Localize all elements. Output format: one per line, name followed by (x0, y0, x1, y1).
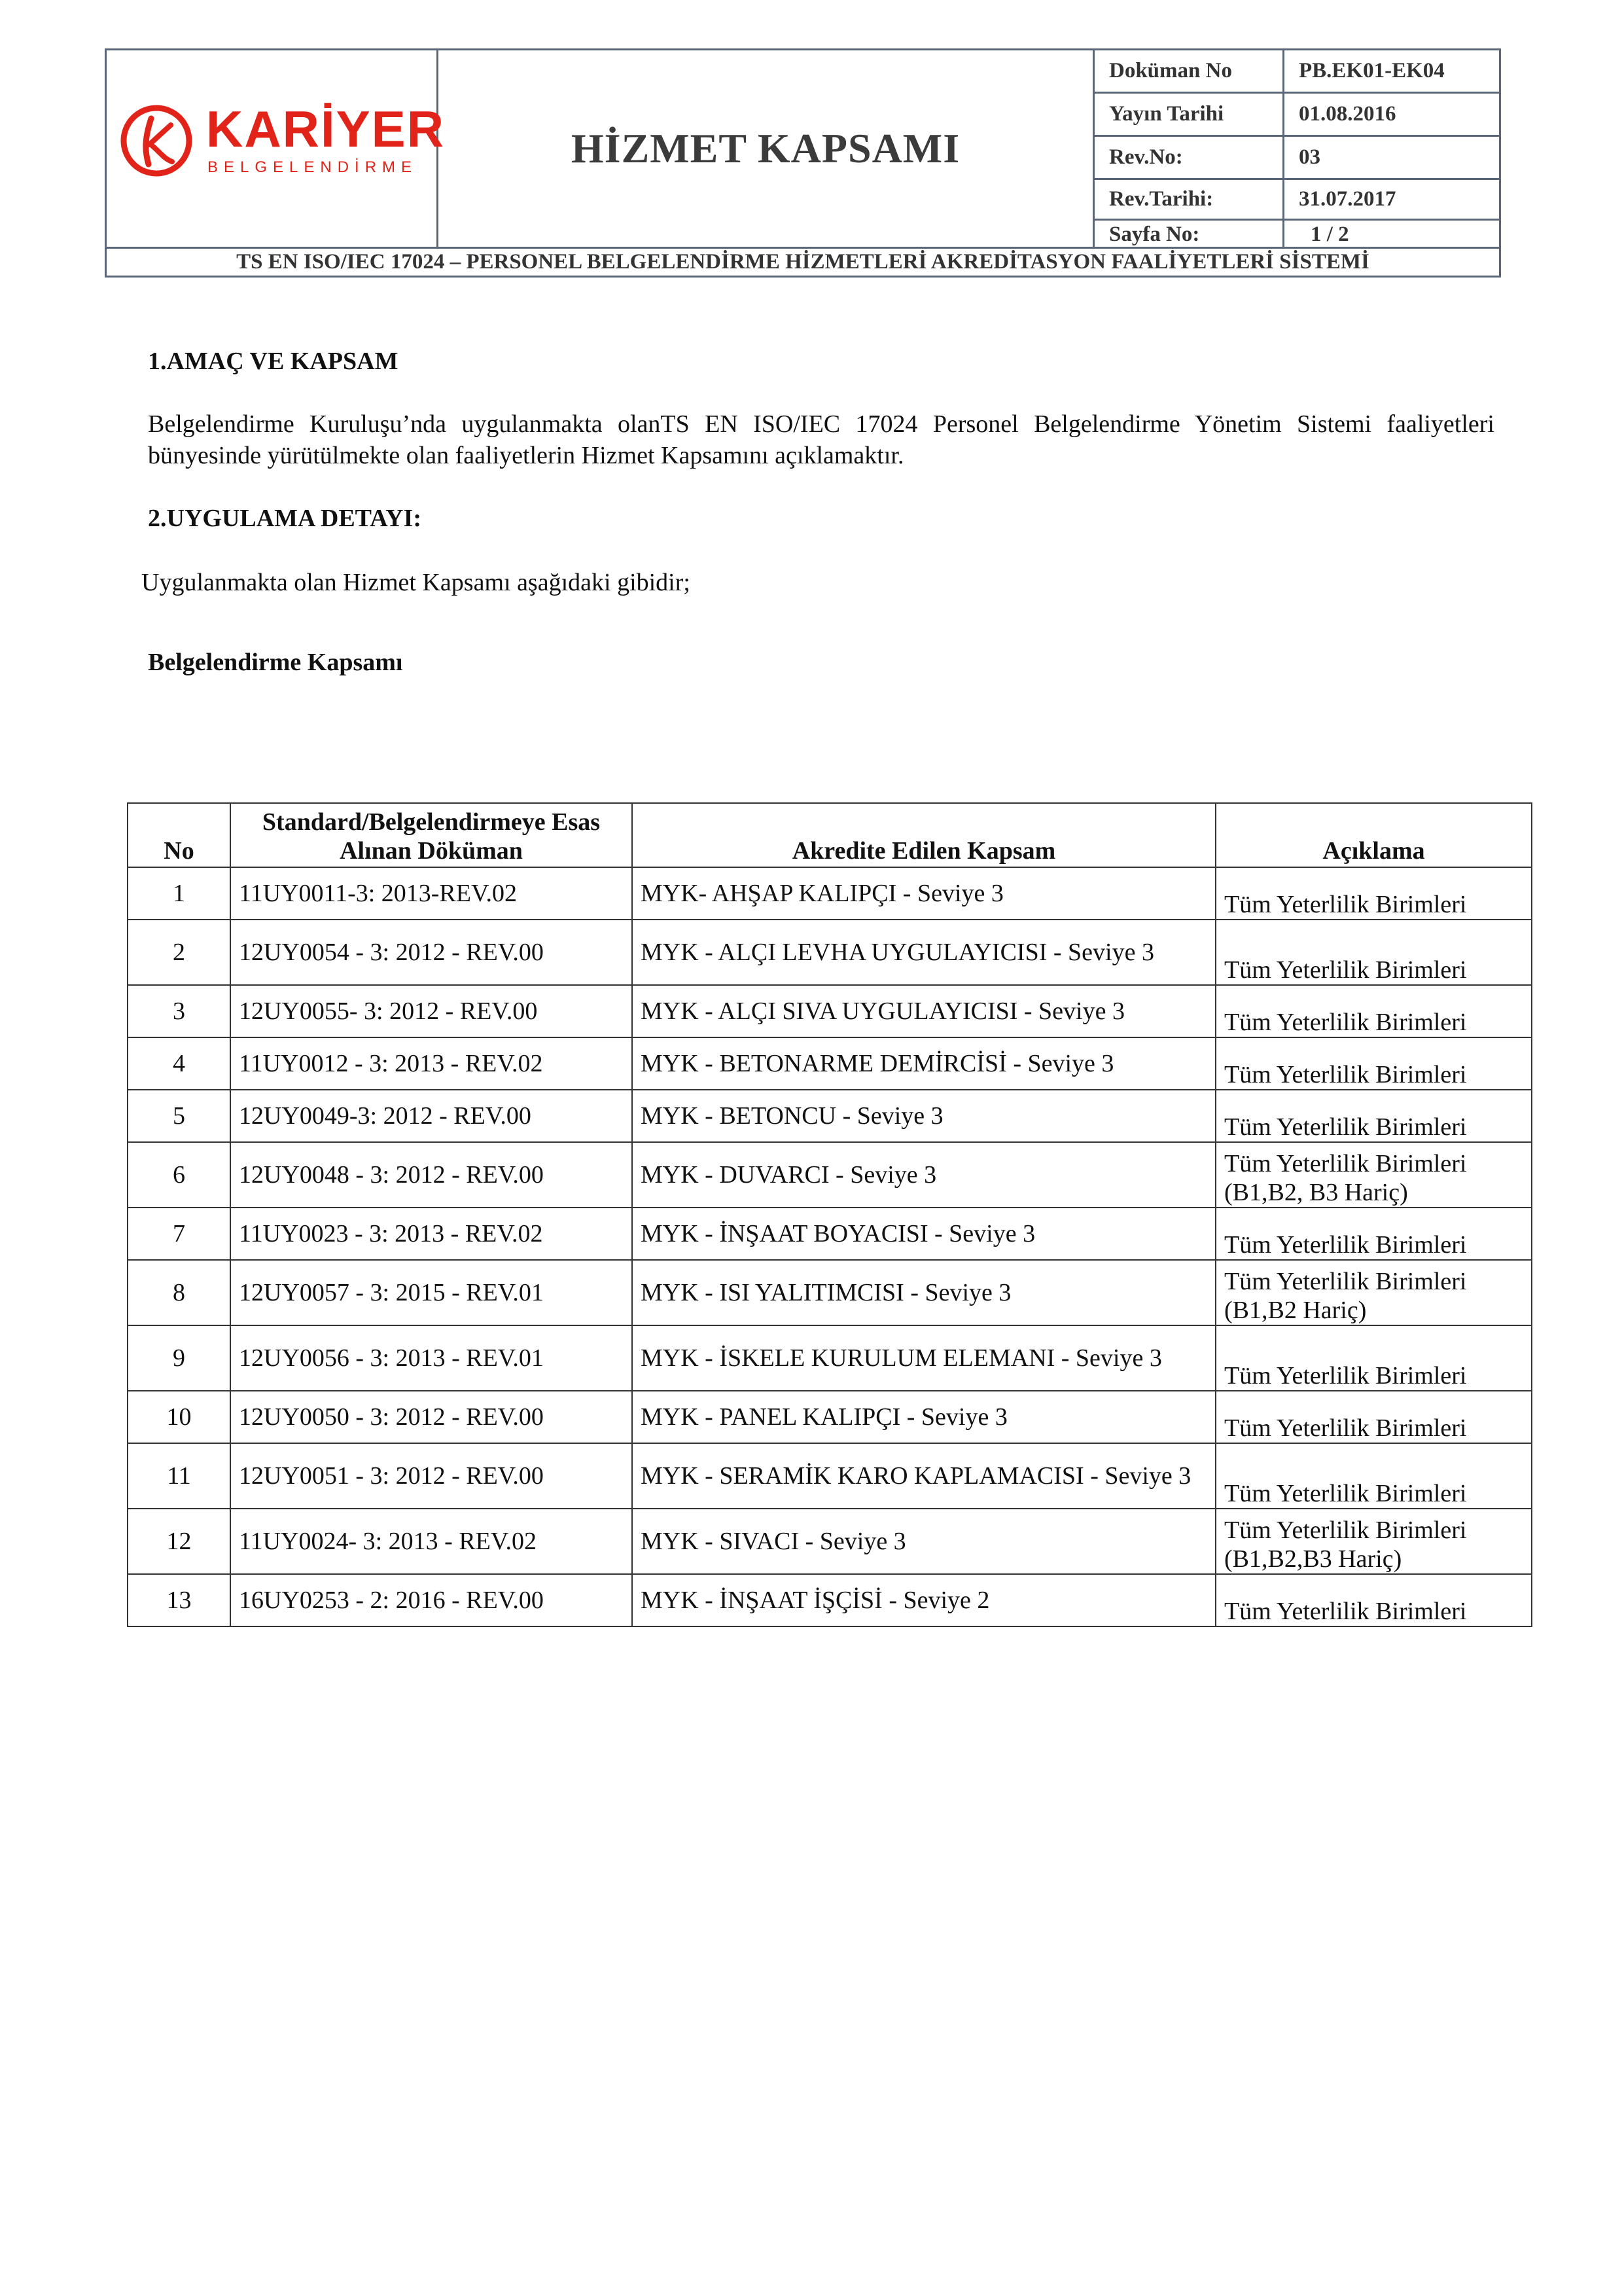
table-row (128, 1090, 1532, 1142)
document-meta-table (1095, 50, 1501, 247)
cell-note: Tüm Yeterlilik Birimleri (1216, 1443, 1532, 1509)
meta-row-page-no (1095, 221, 1501, 247)
col-header-document-line1: Standard/Belgelendirmeye Esas (262, 808, 601, 836)
table-header-row (128, 803, 1532, 867)
meta-row-doc-no (1095, 50, 1501, 94)
cell-note: Tüm Yeterlilik Birimleri (1216, 1325, 1532, 1391)
cell-document: 11UY0012 - 3: 2013 - REV.02 (230, 1037, 632, 1090)
title-cell (438, 50, 1095, 247)
company-logo (118, 99, 446, 187)
meta-value: 01.08.2016 (1299, 102, 1396, 126)
cell-note: Tüm Yeterlilik Birimleri (1216, 985, 1532, 1037)
table-row (128, 1443, 1532, 1509)
cell-document: 12UY0049-3: 2012 - REV.00 (230, 1090, 632, 1142)
meta-key: Sayfa No: (1095, 221, 1284, 247)
cell-scope: MYK - İSKELE KURULUM ELEMANI - Seviye 3 (632, 1325, 1216, 1391)
cell-note: Tüm Yeterlilik Birimleri (1216, 1391, 1532, 1443)
table-row (128, 985, 1532, 1037)
cell-document: 12UY0051 - 3: 2012 - REV.00 (230, 1443, 632, 1509)
meta-value: 1 / 2 (1311, 223, 1349, 246)
cell-scope: MYK - SERAMİK KARO KAPLAMACISI - Seviye 3 (632, 1443, 1216, 1509)
cell-no: 6 (128, 1142, 230, 1208)
cell-note: Tüm Yeterlilik Birimleri (1216, 1208, 1532, 1260)
col-header-document-line2: Alınan Döküman (340, 837, 523, 865)
section2-heading: 2.UYGULAMA DETAYI: (148, 505, 422, 532)
meta-key: Doküman No (1095, 50, 1284, 92)
logo-brand-text: KARİYER (206, 100, 446, 158)
section2-intro: Uygulanmakta olan Hizmet Kapsamı aşağıdaki gibidir; (141, 569, 690, 596)
cell-scope: MYK - ISI YALITIMCISI - Seviye 3 (632, 1260, 1216, 1325)
cell-scope: MYK - BETONARME DEMİRCİSİ - Seviye 3 (632, 1037, 1216, 1090)
cell-note: Tüm Yeterlilik Birimleri (B1,B2 Hariç) (1216, 1260, 1532, 1325)
document-title: HİZMET KAPSAMI (571, 125, 961, 171)
logo-sub-text: BELGELENDİRME (207, 158, 418, 176)
cell-document: 12UY0056 - 3: 2013 - REV.01 (230, 1325, 632, 1391)
cell-note: Tüm Yeterlilik Birimleri (1216, 1037, 1532, 1090)
section2-subheading: Belgelendirme Kapsamı (148, 649, 403, 676)
cell-no: 2 (128, 920, 230, 985)
table-row (128, 1037, 1532, 1090)
meta-row-publish-date (1095, 94, 1501, 137)
meta-value: 31.07.2017 (1299, 187, 1396, 211)
table-row (128, 1260, 1532, 1325)
meta-value: PB.EK01-EK04 (1299, 59, 1445, 82)
cell-note: Tüm Yeterlilik Birimleri (B1,B2, B3 Hariç) (1216, 1142, 1532, 1208)
document-header (105, 48, 1501, 278)
cell-document: 11UY0011-3: 2013-REV.02 (230, 867, 632, 920)
col-header-scope: Akredite Edilen Kapsam (632, 803, 1216, 867)
cell-note: Tüm Yeterlilik Birimleri (1216, 1574, 1532, 1626)
cell-note: Tüm Yeterlilik Birimleri (1216, 1090, 1532, 1142)
cell-scope: MYK - ALÇI LEVHA UYGULAYICISI - Seviye 3 (632, 920, 1216, 985)
cell-no: 3 (128, 985, 230, 1037)
cell-no: 1 (128, 867, 230, 920)
col-header-no: No (128, 803, 230, 867)
cell-scope: MYK - ALÇI SIVA UYGULAYICISI - Seviye 3 (632, 985, 1216, 1037)
table-row (128, 1509, 1532, 1574)
cell-no: 10 (128, 1391, 230, 1443)
table-row (128, 1142, 1532, 1208)
cell-no: 13 (128, 1574, 230, 1626)
cell-note: Tüm Yeterlilik Birimleri (1216, 867, 1532, 920)
cell-document: 12UY0050 - 3: 2012 - REV.00 (230, 1391, 632, 1443)
section1-paragraph: Belgelendirme Kuruluşu’nda uygulanmakta olanTS EN ISO/IEC 17024 Personel Belgelendirme Yönetim Sistemi faaliyetleri bünyesinde yürütülmekte olan faaliyetlerin Hizmet Kapsamını açıklamaktır. (148, 410, 1494, 469)
meta-row-rev-no (1095, 137, 1501, 180)
cell-document: 16UY0253 - 2: 2016 - REV.00 (230, 1574, 632, 1626)
logo-k-emblem-icon (118, 99, 197, 184)
cell-scope: MYK - PANEL KALIPÇI - Seviye 3 (632, 1391, 1216, 1443)
cell-no: 11 (128, 1443, 230, 1509)
cell-no: 8 (128, 1260, 230, 1325)
table-row (128, 867, 1532, 920)
meta-key: Rev.Tarihi: (1095, 180, 1284, 219)
cell-document: 12UY0054 - 3: 2012 - REV.00 (230, 920, 632, 985)
meta-value: 03 (1299, 145, 1320, 169)
cell-no: 9 (128, 1325, 230, 1391)
scope-table (127, 802, 1532, 1627)
cell-no: 4 (128, 1037, 230, 1090)
cell-scope: MYK - BETONCU - Seviye 3 (632, 1090, 1216, 1142)
cell-scope: MYK - DUVARCI - Seviye 3 (632, 1142, 1216, 1208)
cell-document: 11UY0023 - 3: 2013 - REV.02 (230, 1208, 632, 1260)
cell-document: 12UY0055- 3: 2012 - REV.00 (230, 985, 632, 1037)
cell-scope: MYK - İNŞAAT İŞÇİSİ - Seviye 2 (632, 1574, 1216, 1626)
cell-document: 12UY0057 - 3: 2015 - REV.01 (230, 1260, 632, 1325)
cell-note: Tüm Yeterlilik Birimleri (1216, 920, 1532, 985)
cell-no: 12 (128, 1509, 230, 1574)
logo-cell (107, 50, 446, 247)
cell-scope: MYK- AHŞAP KALIPÇI - Seviye 3 (632, 867, 1216, 920)
cell-document: 12UY0048 - 3: 2012 - REV.00 (230, 1142, 632, 1208)
meta-row-rev-date (1095, 180, 1501, 221)
cell-document: 11UY0024- 3: 2013 - REV.02 (230, 1509, 632, 1574)
section1-heading: 1.AMAÇ VE KAPSAM (148, 348, 398, 375)
cell-scope: MYK - SIVACI - Seviye 3 (632, 1509, 1216, 1574)
table-row (128, 1208, 1532, 1260)
col-header-note: Açıklama (1216, 803, 1532, 867)
col-header-document (230, 803, 632, 867)
table-row (128, 1574, 1532, 1626)
table-row (128, 1391, 1532, 1443)
cell-scope: MYK - İNŞAAT BOYACISI - Seviye 3 (632, 1208, 1216, 1260)
meta-key: Rev.No: (1095, 137, 1284, 178)
cell-no: 5 (128, 1090, 230, 1142)
table-row (128, 920, 1532, 985)
system-line: TS EN ISO/IEC 17024 – PERSONEL BELGELENDİRME HİZMETLERİ AKREDİTASYON FAALİYETLERİ SİSTEMİ (107, 247, 1499, 276)
meta-key: Yayın Tarihi (1095, 94, 1284, 135)
table-row (128, 1325, 1532, 1391)
cell-no: 7 (128, 1208, 230, 1260)
cell-note: Tüm Yeterlilik Birimleri (B1,B2,B3 Hariç) (1216, 1509, 1532, 1574)
